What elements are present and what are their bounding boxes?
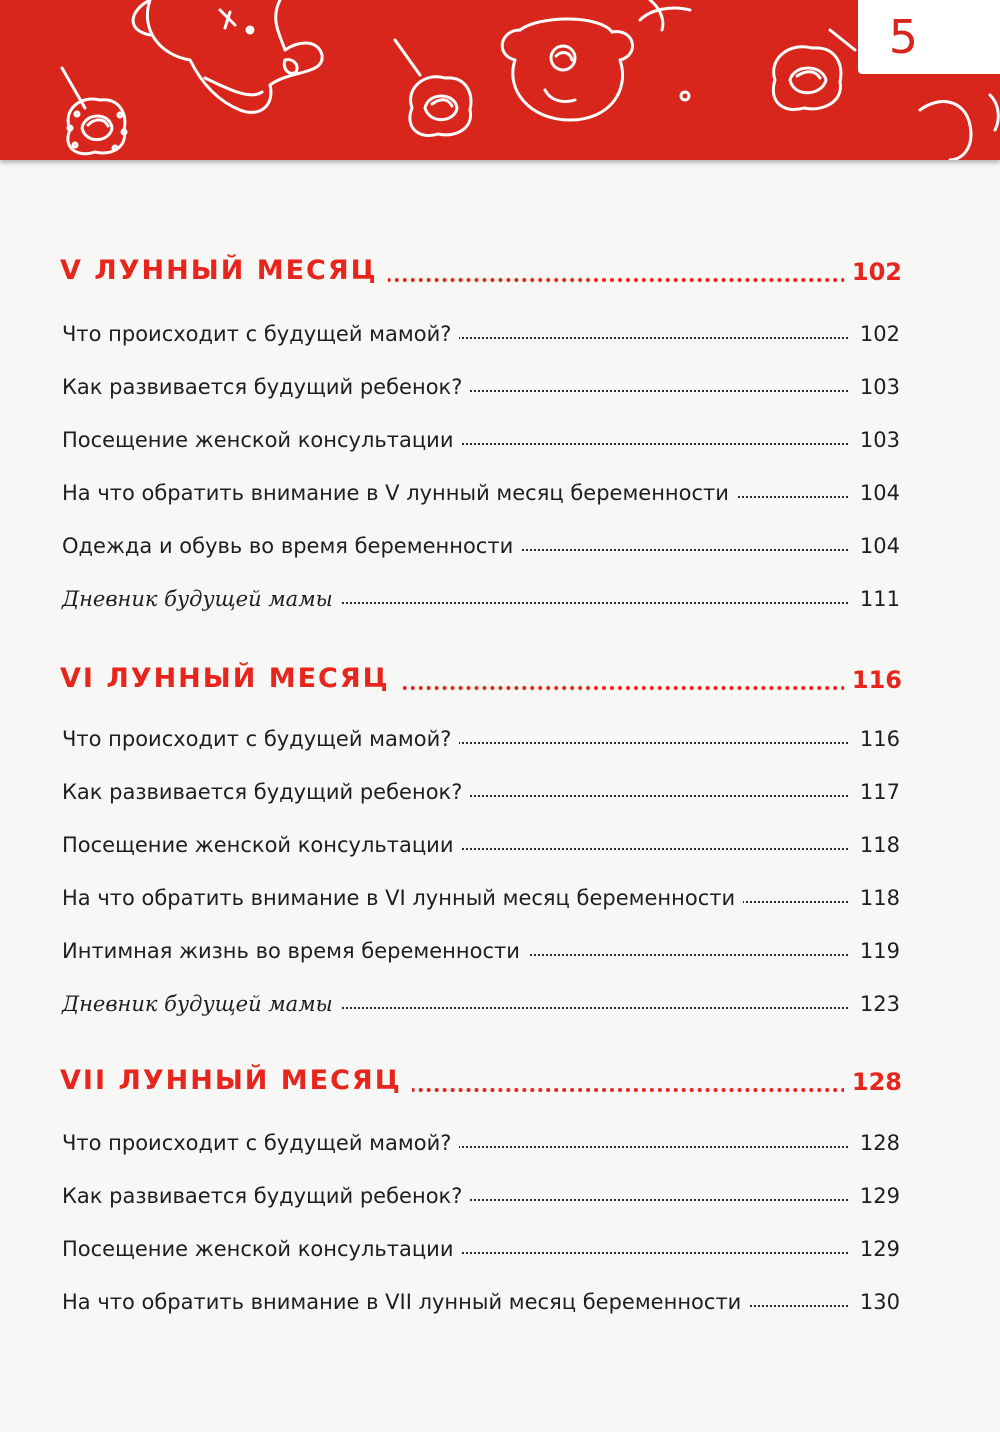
toc-entry-page: 130 [850,1290,900,1314]
page-number-tab [858,0,1000,74]
toc-entry-label: Как развивается будущий ребенок? [62,375,470,399]
toc-entry-label: На что обратить внимание в V лунный месяц беременности [62,481,737,505]
bear-face-icon [502,0,690,120]
toc-section-heading[interactable] [60,660,902,700]
toc-entry-label: Что происходит с будущей мамой? [62,1131,459,1155]
toc-entry[interactable] [62,1174,900,1210]
rattle-icon [395,40,471,136]
toc-entry-label: На что обратить внимание в VII лунный месяц беременности [62,1290,749,1314]
section-page-number: 128 [844,1068,902,1096]
toc-entry[interactable] [62,1227,900,1263]
toc-entry-page: 129 [850,1237,900,1261]
rattle-icon [773,30,855,110]
toc-entry-label: Что происходит с будущей мамой? [62,727,459,751]
toc-entry-page: 118 [850,833,900,857]
toc-entry[interactable] [62,312,900,348]
rattle-icon [62,68,126,154]
toc-entry[interactable] [62,876,900,912]
toc-entry-label: Что происходит с будущей мамой? [62,322,459,346]
toc-entry[interactable] [62,770,900,806]
toc-entry-page: 104 [850,534,900,558]
toc-entry-label: Одежда и обувь во время беременности [62,534,521,558]
toc-entry[interactable] [62,577,900,613]
toc-entry-page: 111 [850,587,900,611]
toc-entry[interactable] [62,717,900,753]
toc-entry-page: 103 [850,428,900,452]
header-banner [0,0,1000,160]
section-page-number: 102 [844,258,902,286]
toc-entry-page: 116 [850,727,900,751]
toc-entry-page: 123 [850,992,900,1016]
toc-section-heading[interactable] [60,252,902,292]
toc-section-heading[interactable] [60,1062,902,1102]
toc-entry-label: На что обратить внимание в VI лунный месяц беременности [62,886,743,910]
toc-entry-label: Как развивается будущий ребенок? [62,780,470,804]
toc-entry-label: Интимная жизнь во время беременности [62,939,528,963]
toc-entry-page: 102 [850,322,900,346]
toc-entry-page: 117 [850,780,900,804]
toc-entry[interactable] [62,929,900,965]
section-page-number: 116 [844,666,902,694]
toc-entry[interactable] [62,365,900,401]
section-title: V ЛУННЫЙ МЕСЯЦ [60,255,388,286]
toc-entry-page: 118 [850,886,900,910]
toc-entry[interactable] [62,982,900,1018]
toc-entry-label: Дневник будущей мамы [62,992,341,1016]
toc-entry[interactable] [62,1280,900,1316]
toc-entry-label: Как развивается будущий ребенок? [62,1184,470,1208]
toc-entry-label: Посещение женской консультации [62,428,461,452]
toc-entry-label: Посещение женской консультации [62,1237,461,1261]
toc-entry-page: 103 [850,375,900,399]
toc-entry-page: 128 [850,1131,900,1155]
toc-entry-label: Посещение женской консультации [62,833,461,857]
toc-entry-page: 119 [850,939,900,963]
toc-entry-label: Дневник будущей мамы [62,587,341,611]
teddy-bear-icon [133,0,322,112]
toc-entry-page: 104 [850,481,900,505]
toc-entry[interactable] [62,1121,900,1157]
toc-entry[interactable] [62,471,900,507]
section-title: VI ЛУННЫЙ МЕСЯЦ [60,663,400,694]
page-number: 5 [888,10,918,64]
toc-entry[interactable] [62,823,900,859]
toc-entry[interactable] [62,418,900,454]
section-title: VII ЛУННЫЙ МЕСЯЦ [60,1065,412,1096]
toc-entry-page: 129 [850,1184,900,1208]
toc-entry[interactable] [62,524,900,560]
